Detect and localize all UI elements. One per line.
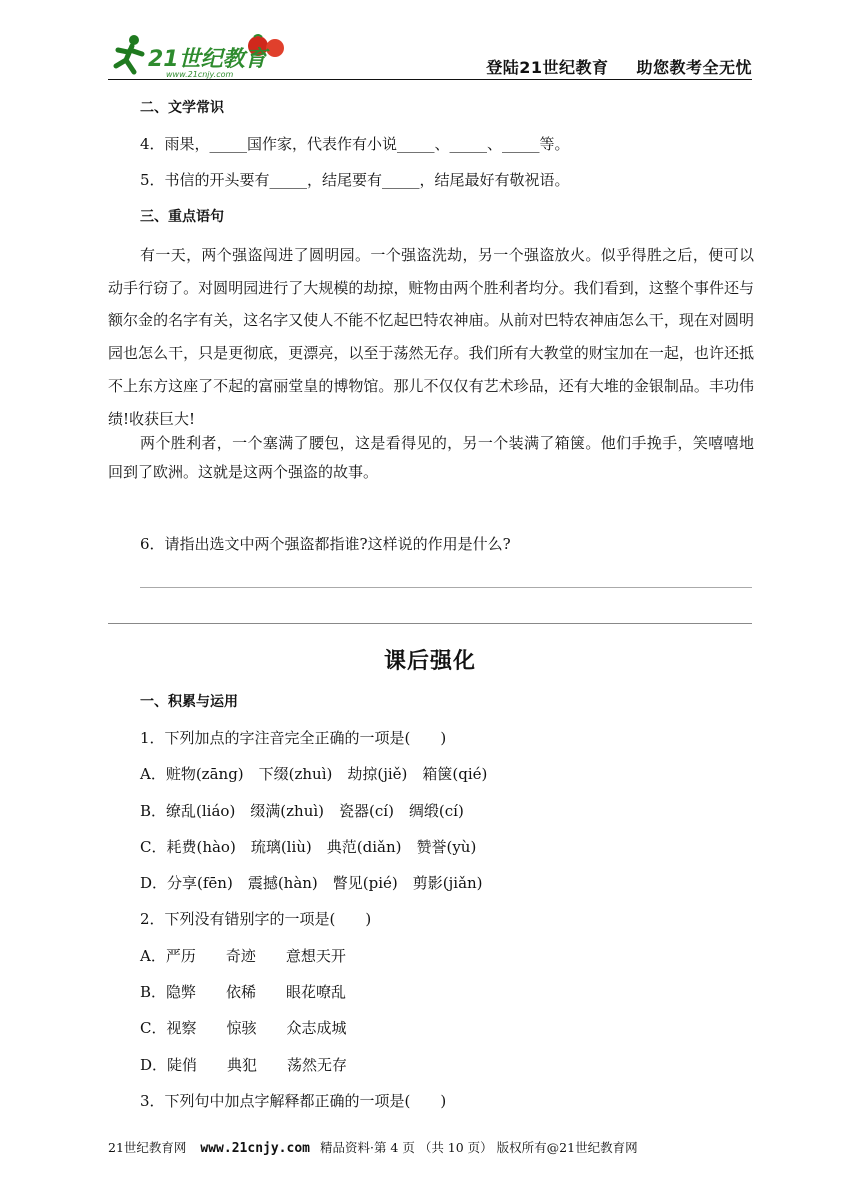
footer-info: 精品资料·第 4 页 （共 10 页） 版权所有@21世纪教育网 bbox=[319, 1140, 638, 1155]
after-class-title: 课后强化 bbox=[383, 649, 476, 674]
question-6: 6．请指出选文中两个强盗都指谁?这样说的作用是什么? bbox=[140, 535, 511, 553]
logo-text: 21世纪教育 bbox=[148, 47, 267, 72]
header-rule bbox=[108, 79, 752, 80]
question-1-option-b: B．缭乱(liáo) 缀满(zhuì) 瓷器(cí) 绸缎(cí) bbox=[140, 802, 464, 820]
21cnjy-logo bbox=[108, 32, 308, 80]
section-heading-accumulation: 一、积累与运用 bbox=[140, 694, 238, 710]
question-2-option-b: B．隐弊 依稀 眼花嘹乱 bbox=[140, 983, 347, 1001]
question-1-option-a: A．赃物(zāng) 下缀(zhuì) 劫掠(jiě) 箱箧(qié) bbox=[140, 765, 488, 783]
footer-url[interactable]: www.21cnjy.com bbox=[200, 1141, 310, 1156]
header-slogan bbox=[486, 55, 752, 78]
question-1: 1．下列加点的字注音完全正确的一项是( ) bbox=[140, 729, 447, 747]
section-divider bbox=[108, 623, 752, 624]
question-3: 3．下列句中加点字解释都正确的一项是( ) bbox=[140, 1092, 447, 1110]
page-footer bbox=[108, 1138, 752, 1156]
footer-site: 21世纪教育网 bbox=[108, 1140, 187, 1155]
question-5: 5．书信的开头要有_____，结尾要有_____，结尾最好有敬祝语。 bbox=[140, 171, 570, 189]
question-2-option-a: A．严历 奇迹 意想天开 bbox=[140, 947, 346, 965]
page-header bbox=[108, 32, 752, 80]
question-1-option-c: C．耗费(hào) 琉璃(liù) 典范(diǎn) 赞誉(yù) bbox=[140, 838, 477, 856]
passage-paragraph-2: 两个胜利者，一个塞满了腰包，这是看得见的，另一个装满了箱箧。他们手挽手，笑嘻嘻地回到了欧洲。这就是这两个强盗的故事。 bbox=[108, 434, 754, 481]
question-2: 2．下列没有错别字的一项是( ) bbox=[140, 910, 372, 928]
question-1-option-d: D．分享(fēn) 震撼(hàn) 瞥见(pié) 剪影(jiǎn) bbox=[140, 874, 483, 892]
section-heading-literature: 二、文学常识 bbox=[140, 100, 224, 116]
passage-paragraph-1: 有一天，两个强盗闯进了圆明园。一个强盗洗劫，另一个强盗放火。似乎得胜之后，便可以动手行窃了。对圆明园进行了大规模的劫掠，赃物由两个胜利者均分。我们看到，这整个事件还与额尔金的名字有关，这名字又使人不能不忆起巴特农神庙。从前对巴特农神庙怎么干，现在对圆明园也怎么干，只是更彻底，更漂亮，以至于荡然无存。我们所有大教堂的财宝加在一起，也许还抵不上东方这座了不起的富丽堂皇的博物馆。那儿不仅仅有艺术珍品，还有大堆的金银制品。丰功伟绩!收获巨大! bbox=[108, 246, 754, 428]
question-2-option-d: D．陡俏 典犯 荡然无存 bbox=[140, 1056, 348, 1074]
section-heading-key-sentences: 三、重点语句 bbox=[140, 209, 224, 225]
question-2-option-c: C．视察 惊骇 众志成城 bbox=[140, 1019, 347, 1037]
logo-url: www.21cnjy.com bbox=[166, 70, 234, 79]
question-4: 4．雨果，_____国作家，代表作有小说_____、_____、_____等。 bbox=[140, 135, 570, 153]
header-slogan-right: 助您教考全无忧 bbox=[636, 58, 752, 77]
header-slogan-left: 登陆21世纪教育 bbox=[486, 58, 609, 77]
answer-line bbox=[140, 587, 752, 588]
